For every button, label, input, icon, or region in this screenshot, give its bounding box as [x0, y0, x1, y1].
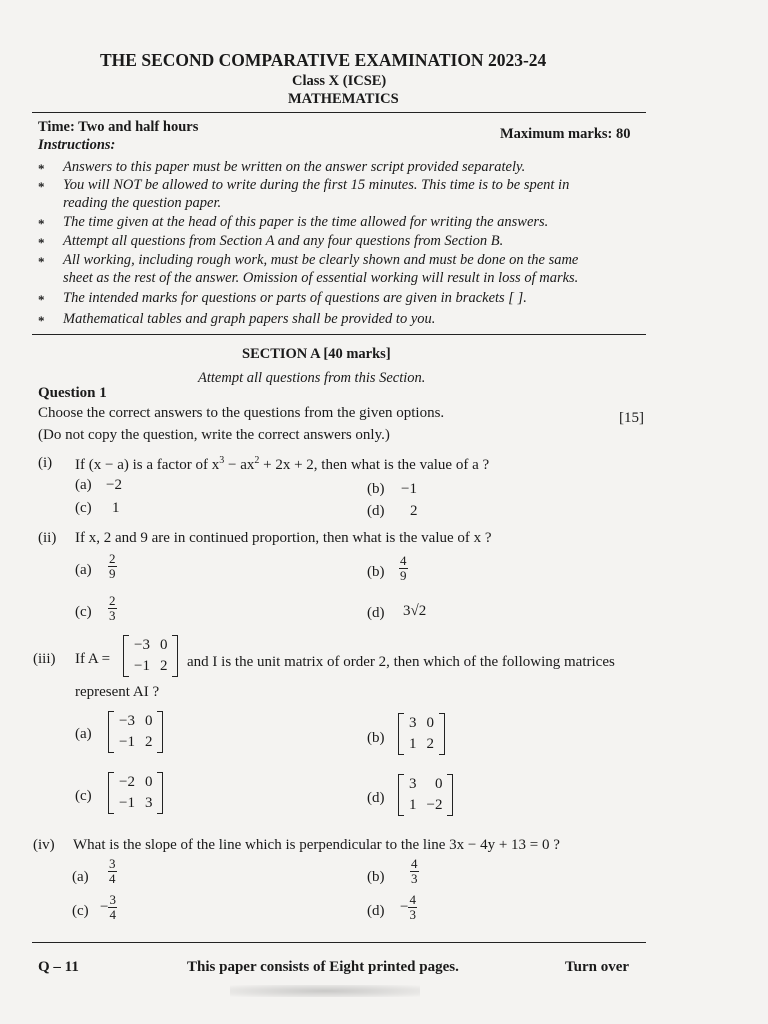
fraction-denominator: 4 [109, 907, 116, 922]
footer-divider [32, 942, 646, 943]
matrix-cell: −2 [426, 797, 443, 813]
instruction-text: The intended marks for questions or parts of questions are given in brackets [ ]. [63, 290, 527, 306]
question-instruction: Choose the correct answers to the questions from the given options. [38, 405, 445, 421]
instruction-text: Answers to this paper must be written on the answer script provided separately. [63, 159, 526, 175]
exam-title: THE SECOND COMPARATIVE EXAMINATION 2023-24 [100, 50, 547, 70]
instruction-text: You will NOT be allowed to write during the first 15 minutes. This time is to be spent in [63, 177, 570, 193]
matrix-cell: 2 [159, 658, 168, 674]
paper-code: Q – 11 [38, 959, 79, 975]
fraction-denominator: 9 [400, 568, 407, 583]
exponent: 2 [254, 455, 260, 466]
matrix-cell: −3 [134, 637, 150, 653]
matrix-bracket [447, 774, 453, 816]
option-sign: − [100, 898, 109, 915]
exponent: 3 [219, 455, 225, 466]
fraction-numerator: 3 [109, 856, 116, 871]
option-label: (d) [367, 903, 385, 919]
matrix-cell: 3 [409, 715, 417, 731]
matrix-cell: 2 [144, 734, 153, 750]
instructions-divider [32, 334, 646, 335]
bullet-star-icon: * [38, 292, 45, 307]
matrix-cell: −2 [119, 774, 135, 790]
option-label: (a) [75, 562, 92, 578]
question-label: Question 1 [38, 385, 107, 401]
matrix-cell: −1 [119, 795, 135, 811]
bullet-star-icon: * [38, 254, 45, 269]
question-text-part: − ax [224, 457, 255, 473]
instruction-text: sheet as the rest of the answer. Omission of essential working will result in loss of marks. [63, 270, 579, 286]
instruction-text: The time given at the head of this paper is the time allowed for writing the answers. [63, 214, 549, 230]
question-text-part: If (x − a) is a factor of x [75, 457, 220, 473]
fraction-denominator: 4 [109, 871, 116, 886]
fraction-numerator: 2 [109, 593, 116, 608]
option-value: −1 [401, 481, 417, 497]
fraction-numerator: 4 [409, 892, 416, 907]
bullet-star-icon: * [38, 179, 45, 194]
matrix-cell: 1 [409, 736, 417, 752]
matrix-a [123, 635, 178, 677]
question-text-part: + 2x + 2, then what is the value of a ? [259, 457, 490, 473]
question-number: (iv) [33, 837, 55, 853]
fraction-numerator: 3 [109, 892, 116, 907]
question-number: (ii) [38, 530, 57, 546]
matrix-bracket [172, 635, 178, 677]
bullet-star-icon: * [38, 161, 45, 176]
matrix-cell: 1 [409, 797, 417, 813]
question-text [75, 455, 489, 474]
instruction-text: reading the question paper. [63, 195, 222, 211]
matrix-body [114, 772, 157, 814]
fraction-numerator: 2 [109, 551, 116, 566]
instruction-text: Attempt all questions from Section A and any four questions from Section B. [63, 233, 504, 249]
question-text: What is the slope of the line which is perpendicular to the line 3x − 4y + 13 = 0 ? [73, 837, 560, 853]
matrix-body [114, 711, 157, 753]
time-label: Time: Two and half hours [38, 119, 199, 135]
matrix-cell: −1 [134, 658, 150, 674]
option-fraction [108, 857, 117, 886]
turn-over-note: Turn over [565, 959, 630, 975]
matrix-cell: 0 [144, 713, 153, 729]
option-matrix [108, 711, 163, 753]
option-sign: − [400, 898, 409, 915]
instruction-text: All working, including rough work, must be clearly shown and must be done on the same [63, 252, 579, 268]
option-label: (d) [367, 503, 385, 519]
option-value: 3√2 [403, 603, 427, 619]
section-subheading: Attempt all questions from this Section. [198, 370, 426, 386]
option-matrix [108, 772, 163, 814]
option-value [400, 893, 417, 922]
matrix-body [404, 713, 439, 755]
matrix-cell: 0 [159, 637, 168, 653]
matrix-cell: 3 [409, 776, 417, 792]
header-divider [32, 112, 646, 113]
option-value [108, 857, 117, 886]
option-fraction [108, 552, 117, 581]
fraction-denominator: 3 [411, 871, 418, 886]
question-text: represent AI ? [75, 684, 160, 700]
matrix-cell: 3 [144, 795, 153, 811]
fraction-denominator: 3 [409, 907, 416, 922]
bullet-star-icon: * [38, 313, 45, 328]
subject-label: MATHEMATICS [288, 91, 399, 107]
option-label: (b) [367, 730, 385, 746]
instruction-text: Mathematical tables and graph papers shall be provided to you. [63, 311, 436, 327]
question-number: (iii) [33, 651, 56, 667]
matrix-body [129, 635, 172, 677]
fraction-denominator: 9 [109, 566, 116, 581]
bullet-star-icon: * [38, 216, 45, 231]
option-value: 1 [112, 500, 120, 516]
matrix-cell: 2 [426, 736, 434, 752]
bullet-star-icon: * [38, 235, 45, 250]
question-text: If x, 2 and 9 are in continued proportion, then what is the value of x ? [75, 530, 492, 546]
max-marks-label: Maximum marks: 80 [500, 126, 631, 142]
question-text: and I is the unit matrix of order 2, then which of the following matrices [187, 654, 615, 670]
option-value: 2 [410, 503, 418, 519]
matrix-bracket [439, 713, 445, 755]
fraction-numerator: 4 [411, 856, 418, 871]
class-label: Class X (ICSE) [292, 73, 387, 89]
fraction-numerator: 4 [400, 553, 407, 568]
option-value [100, 893, 117, 922]
option-label: (a) [75, 477, 92, 493]
matrix-bracket [157, 772, 163, 814]
option-fraction [399, 554, 408, 583]
option-label: (c) [75, 500, 92, 516]
matrix-cell: 0 [426, 715, 434, 731]
option-fraction [108, 594, 117, 623]
page-count-note: This paper consists of Eight printed pages. [187, 959, 459, 975]
question-text: If A = [75, 651, 111, 667]
matrix-cell: 0 [144, 774, 153, 790]
matrix-cell: 0 [434, 776, 443, 792]
option-label: (b) [367, 869, 385, 885]
fraction-denominator: 3 [109, 608, 116, 623]
matrix-bracket [157, 711, 163, 753]
option-label: (b) [367, 564, 385, 580]
option-fraction [408, 893, 417, 922]
option-label: (c) [75, 788, 92, 804]
paper-shadow [230, 985, 420, 997]
option-fraction [410, 857, 419, 886]
option-label: (a) [75, 726, 92, 742]
question-note: (Do not copy the question, write the correct answers only.) [38, 427, 390, 443]
matrix-cell: −1 [119, 734, 135, 750]
option-label: (c) [72, 903, 89, 919]
question-number: (i) [38, 455, 53, 471]
option-matrix [398, 713, 445, 755]
matrix-body [404, 774, 447, 816]
instructions-heading: Instructions: [38, 137, 116, 153]
option-label: (a) [72, 869, 89, 885]
option-matrix [398, 774, 453, 816]
option-label: (d) [367, 790, 385, 806]
option-label: (b) [367, 481, 385, 497]
option-label: (c) [75, 604, 92, 620]
section-heading: SECTION A [40 marks] [242, 346, 391, 362]
option-value [410, 857, 419, 886]
option-value: −2 [106, 477, 122, 493]
option-label: (d) [367, 605, 385, 621]
question-marks: [15] [619, 410, 644, 426]
option-fraction [108, 893, 117, 922]
matrix-cell: −3 [119, 713, 135, 729]
